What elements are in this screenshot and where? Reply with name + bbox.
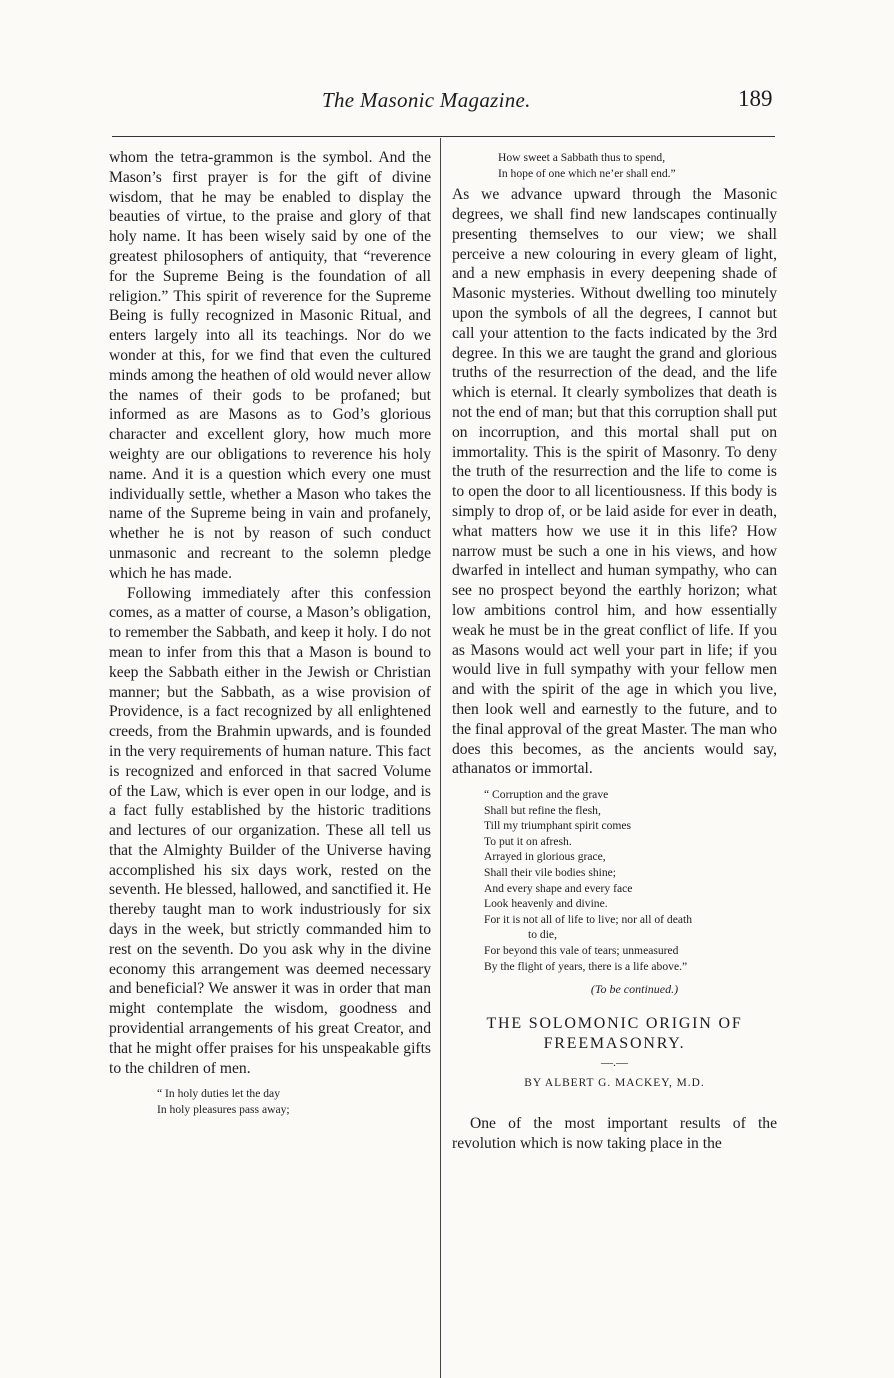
verse-line: “ In holy duties let the day [157, 1087, 280, 1101]
left-paragraph-2: Following immediately after this confession comes, as a matter of course, a Mason’s obligation, to remember the Sabbath, and keep it holy. I do not mean to infer from this that a Mason is bound to keep the Sabbath either in the Jewish or Christian manner; but the Sabbath, as a wise provision of Providence, is a fact recognized by all enlightened creeds, from the Brahmin upwards, and is founded in the very requirements of human nature. This fact is recognized and enforced in that sacred Volume of the Law, which is ever open in our lodge, and is a fact fully established by the historic traditions and lectures of our organization. These all tell us that the Almighty Builder of the Universe having accomplished his six days work, rested on the seventh. He blessed, hallowed, and sanctified it. He thereby taught man to work industriously for six days in the week, but strictly commanded him to rest on the seventh. Do you ask why in the divine economy this arrangement was deemed necessary and beneficial? We answer it was in order that man might contemplate the wisdom, goodness and providential arrangements of his great Creator, and that he might offer praises for his unspeakable gifts to the children of men. [109, 584, 431, 1077]
left-column [109, 148, 431, 1118]
running-title: The Masonic Magazine. [322, 88, 531, 112]
to-be-continued: (To be continued.) [590, 982, 679, 997]
page-number: 189 [738, 86, 773, 111]
verse-line: In holy pleasures pass away; [157, 1103, 290, 1117]
byline: BY ALBERT G. MACKEY, M.D. [524, 1077, 705, 1090]
verse-line: In hope of one which ne’er shall end.” [498, 166, 676, 180]
article-paragraph: One of the most important results of the revolution which is now taking place in the [452, 1114, 777, 1152]
verse-line: And every shape and every face [484, 881, 633, 895]
left-paragraph-1: whom the tetra-grammon is the symbol. And the Mason’s first prayer is for the gift of divine wisdom, that he may be enabled to display the beauties of virtue, to the praise and glory of that holy name. It has been wisely said by one of the greatest philosophers of antiquity, that “reverence for the Supreme Being is the foundation of all religion.” This spirit of reverence for the Supreme Being is fully recognized in Masonic Ritual, and enters largely into all its teachings. Nor do we wonder at this, for we find that even the cultured minds among the heathen of old would never allow the names of their gods to be profaned; but informed as are Masons as to God’s glorious character and excellent glory, how much more weighty are our obligations to reverence his holy name. And it is a question which every one must individually settle, whether a Mason who takes the name of the Supreme being in vain and profanely, whether he is not by reason of such conduct unmasonic and recreant to the solemn pledge which he has made. [109, 149, 431, 582]
verse-line: “ Corruption and the grave [484, 788, 609, 802]
column-divider [440, 138, 441, 1378]
verse-line: Look heavenly and divine. [484, 897, 608, 911]
article-title-line-2: FREEMASONRY. [543, 1035, 686, 1053]
article-title-line-1: THE SOLOMONIC ORIGIN OF [486, 1015, 743, 1033]
verse-line: For beyond this vale of tears; unmeasured [484, 944, 679, 958]
verse-line: Shall their vile bodies shine; [484, 866, 617, 880]
verse-line: Arrayed in glorious grace, [484, 850, 606, 864]
verse-line: Shall but refine the flesh, [484, 803, 601, 817]
right-column [452, 150, 777, 1153]
right-verse-bottom [484, 787, 777, 974]
verse-line: For it is not all of life to live; nor all of death [484, 912, 693, 926]
verse-line: How sweet a Sabbath thus to spend, [498, 151, 666, 164]
left-verse [157, 1086, 431, 1117]
header-rule [112, 136, 775, 137]
verse-line: To put it on afresh. [484, 834, 572, 848]
verse-line: Till my triumphant spirit comes [484, 819, 632, 833]
title-dash: —.— [601, 1055, 628, 1070]
right-verse-top [498, 150, 777, 181]
right-paragraph-1: As we advance upward through the Masonic degrees, we shall find new landscapes continually presenting themselves to our view; we shall perceive a new colouring in every gleam of light, and a new emphasis in every deepening shade of Masonic mysteries. Without dwelling too minutely upon the symbols of all the degrees, I cannot but call your attention to the facts indicated by the 3rd degree. In this we are taught the grand and glorious truths of the resurrection of the dead, and the life which is eternal. It clearly symbolizes that death is not the end of man; but that this corruption shall put on incorruption, and this mortal shall put on immortality. This is the spirit of Masonry. To deny the truth of the resurrection and the life to come is to open the door to all licentiousness. If this body is simply to drop of, or be laid aside for ever in death, what matters how we use it in this life? How narrow must be such a one in his views, and how dwarfed in intellect and human sympathy, who can see no prospect beyond the earthly horizon; what low ambitions control him, and how essentially weak he must be in the great conflict of life. If you as Masons would act well your part in life; if you would live in full sympathy with your fellow men and with the spirit of the age in which you live, then look well and earnestly to the future, and to the final approval of the great Master. The man who does this becomes, as the ancients would say, athanatos or immortal. [452, 186, 777, 778]
verse-line: By the flight of years, there is a life above.” [484, 959, 688, 973]
article-title [452, 1014, 777, 1054]
verse-line: to die, [528, 928, 557, 942]
